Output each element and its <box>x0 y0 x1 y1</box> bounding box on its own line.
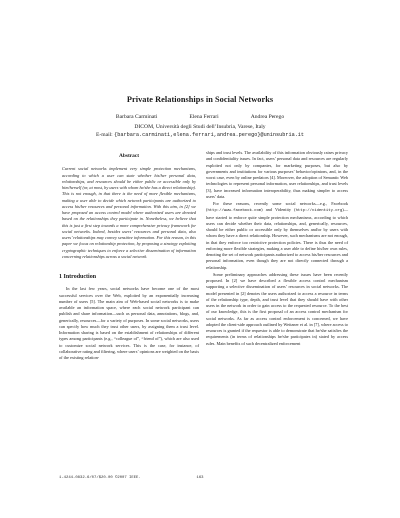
author-name: Elena Ferrari <box>189 114 219 120</box>
introduction-paragraph <box>206 201 348 271</box>
page-number: 163 <box>196 476 204 480</box>
section-heading-introduction: 1 Introduction <box>59 274 97 280</box>
paragraph-text: )—have started to enforce quite simple protection mechanisms, according to which users can decide whether their data, relationships, and, generically, resources, should be either public or accessible only by themselves and/or by users with whom they have a direct relationship. However, such mechanisms are not enough, in that they enforce too restrictive protection policies. There is thus the need of enforcing more flexible strategies, making a user able to define his/her own rules, denoting the set of network participants authorized to access his/her resources and personal information, even though they are not directly connected through a relationship. <box>206 207 348 270</box>
author-name: Barbara Carminati <box>115 114 158 120</box>
email-label: E-mail: <box>95 131 113 138</box>
author-email-line <box>0 132 400 138</box>
affiliation: DICOM, Università degli Studi dell’Insubria, Varese, Italy <box>134 124 266 130</box>
abstract-heading: Abstract <box>118 153 140 159</box>
paragraph-text: ) and Videntity ( <box>261 207 296 213</box>
paragraph-text: For these reasons, recently some social networks—e.g., Facebook ( <box>206 201 348 213</box>
introduction-paragraph-continued: ships and trust levels. The availability of this information obviously raises privacy and confidentiality issues. In fact, users’ personal data and resources are regularly exploited not only by companies, for marketing purposes, but also by governments and institutions for various purposes’ behavior/opinions, and, in the worst case, even by online predators [4]. Moreover, the adoption of Semantic Web technologies to represent personal information, user relationships, and trust levels [3], have increased information interoperability, thus making simpler to access users’ data. <box>206 150 348 199</box>
right-column <box>206 150 348 347</box>
email-addresses: {barbara.carminati,elena.ferrari,andrea.perego}@uninsubria.it <box>114 131 305 138</box>
left-column <box>59 153 199 361</box>
introduction-paragraph: Some preliminary approaches addressing these issues have been recently proposed. In [2] we have described a flexible access control mechanism supporting a selective dissemination of users’ resources in social networks. The model presented in [2] denotes the users authorized to access a resource in terms of the relationship type, depth, and trust level that they should have with other users in the network in order to gain access to the requested resource. To the best of our knowledge, this is the first proposal of an access control mechanism for social networks. As far as access control enforcement is concerned, we have adopted the client-side approach outlined by Weitzner et al. in [7], where access to resources is granted if the requestor is able to demonstrate that he/she satisfies the requirements (in terms of relationships he/she participates in) stated by access rules. Main benefits of such decentralized enforcement <box>206 271 348 346</box>
facebook-link[interactable]: http://www.facebook.com <box>207 209 262 214</box>
videntity-link[interactable]: http://videntity.org <box>295 209 343 214</box>
abstract-text: Current social networks implement very simple protection mechanisms, according to which a user can state whether his/her personal data, relationships, and resources should be either public or accessible only by him/herself (or, at most, by users with whom he/she has a direct relationship). This is not enough, in that there is the need of more flexible mechanisms, making a user able to decide which network participants are authorized to access his/her resources and personal information. With this aim, in [2] we have proposed an access control model where authorized users are denoted based on the relationships they participate in. Nonetheless, we believe that this is just a first step towards a more comprehensive privacy framework for social networks. Indeed, besides users’ resources and personal data, also users’ relationships may convey sensitive information. For this reason, in this paper we focus on relationship protection, by proposing a strategy exploiting cryptographic techniques to enforce a selective dissemination of information concerning relationships across a social network. <box>62 166 196 259</box>
paper-title: Private Relationships in Social Networks <box>126 95 274 104</box>
introduction-paragraph: In the last few years, social networks have become one of the most successful services over the Web, exploited by an exponentially increasing number of users [5]. The main aim of Web-based social networks is to make available an information space, where each social network participant can publish and share information—such as personal data, annotations, blogs, and, generically, resources—for a variety of purposes. In some social networks, users can specify how much they trust other users, by assigning them a trust level. Information sharing is based on the establishment of relationships of different types among participants (e.g., “colleague of”, “friend of”), which are also used to customize social network services. This is the case, for instance, of collaborative rating and filtering, where users’ opinions are weighted on the basis of the existing relation- <box>59 286 199 360</box>
author-list <box>0 114 400 120</box>
isbn-copyright: 1-4244-0832-6/07/$20.00 ©2007 IEEE. <box>59 476 141 480</box>
author-name: Andrea Perego <box>250 114 285 120</box>
